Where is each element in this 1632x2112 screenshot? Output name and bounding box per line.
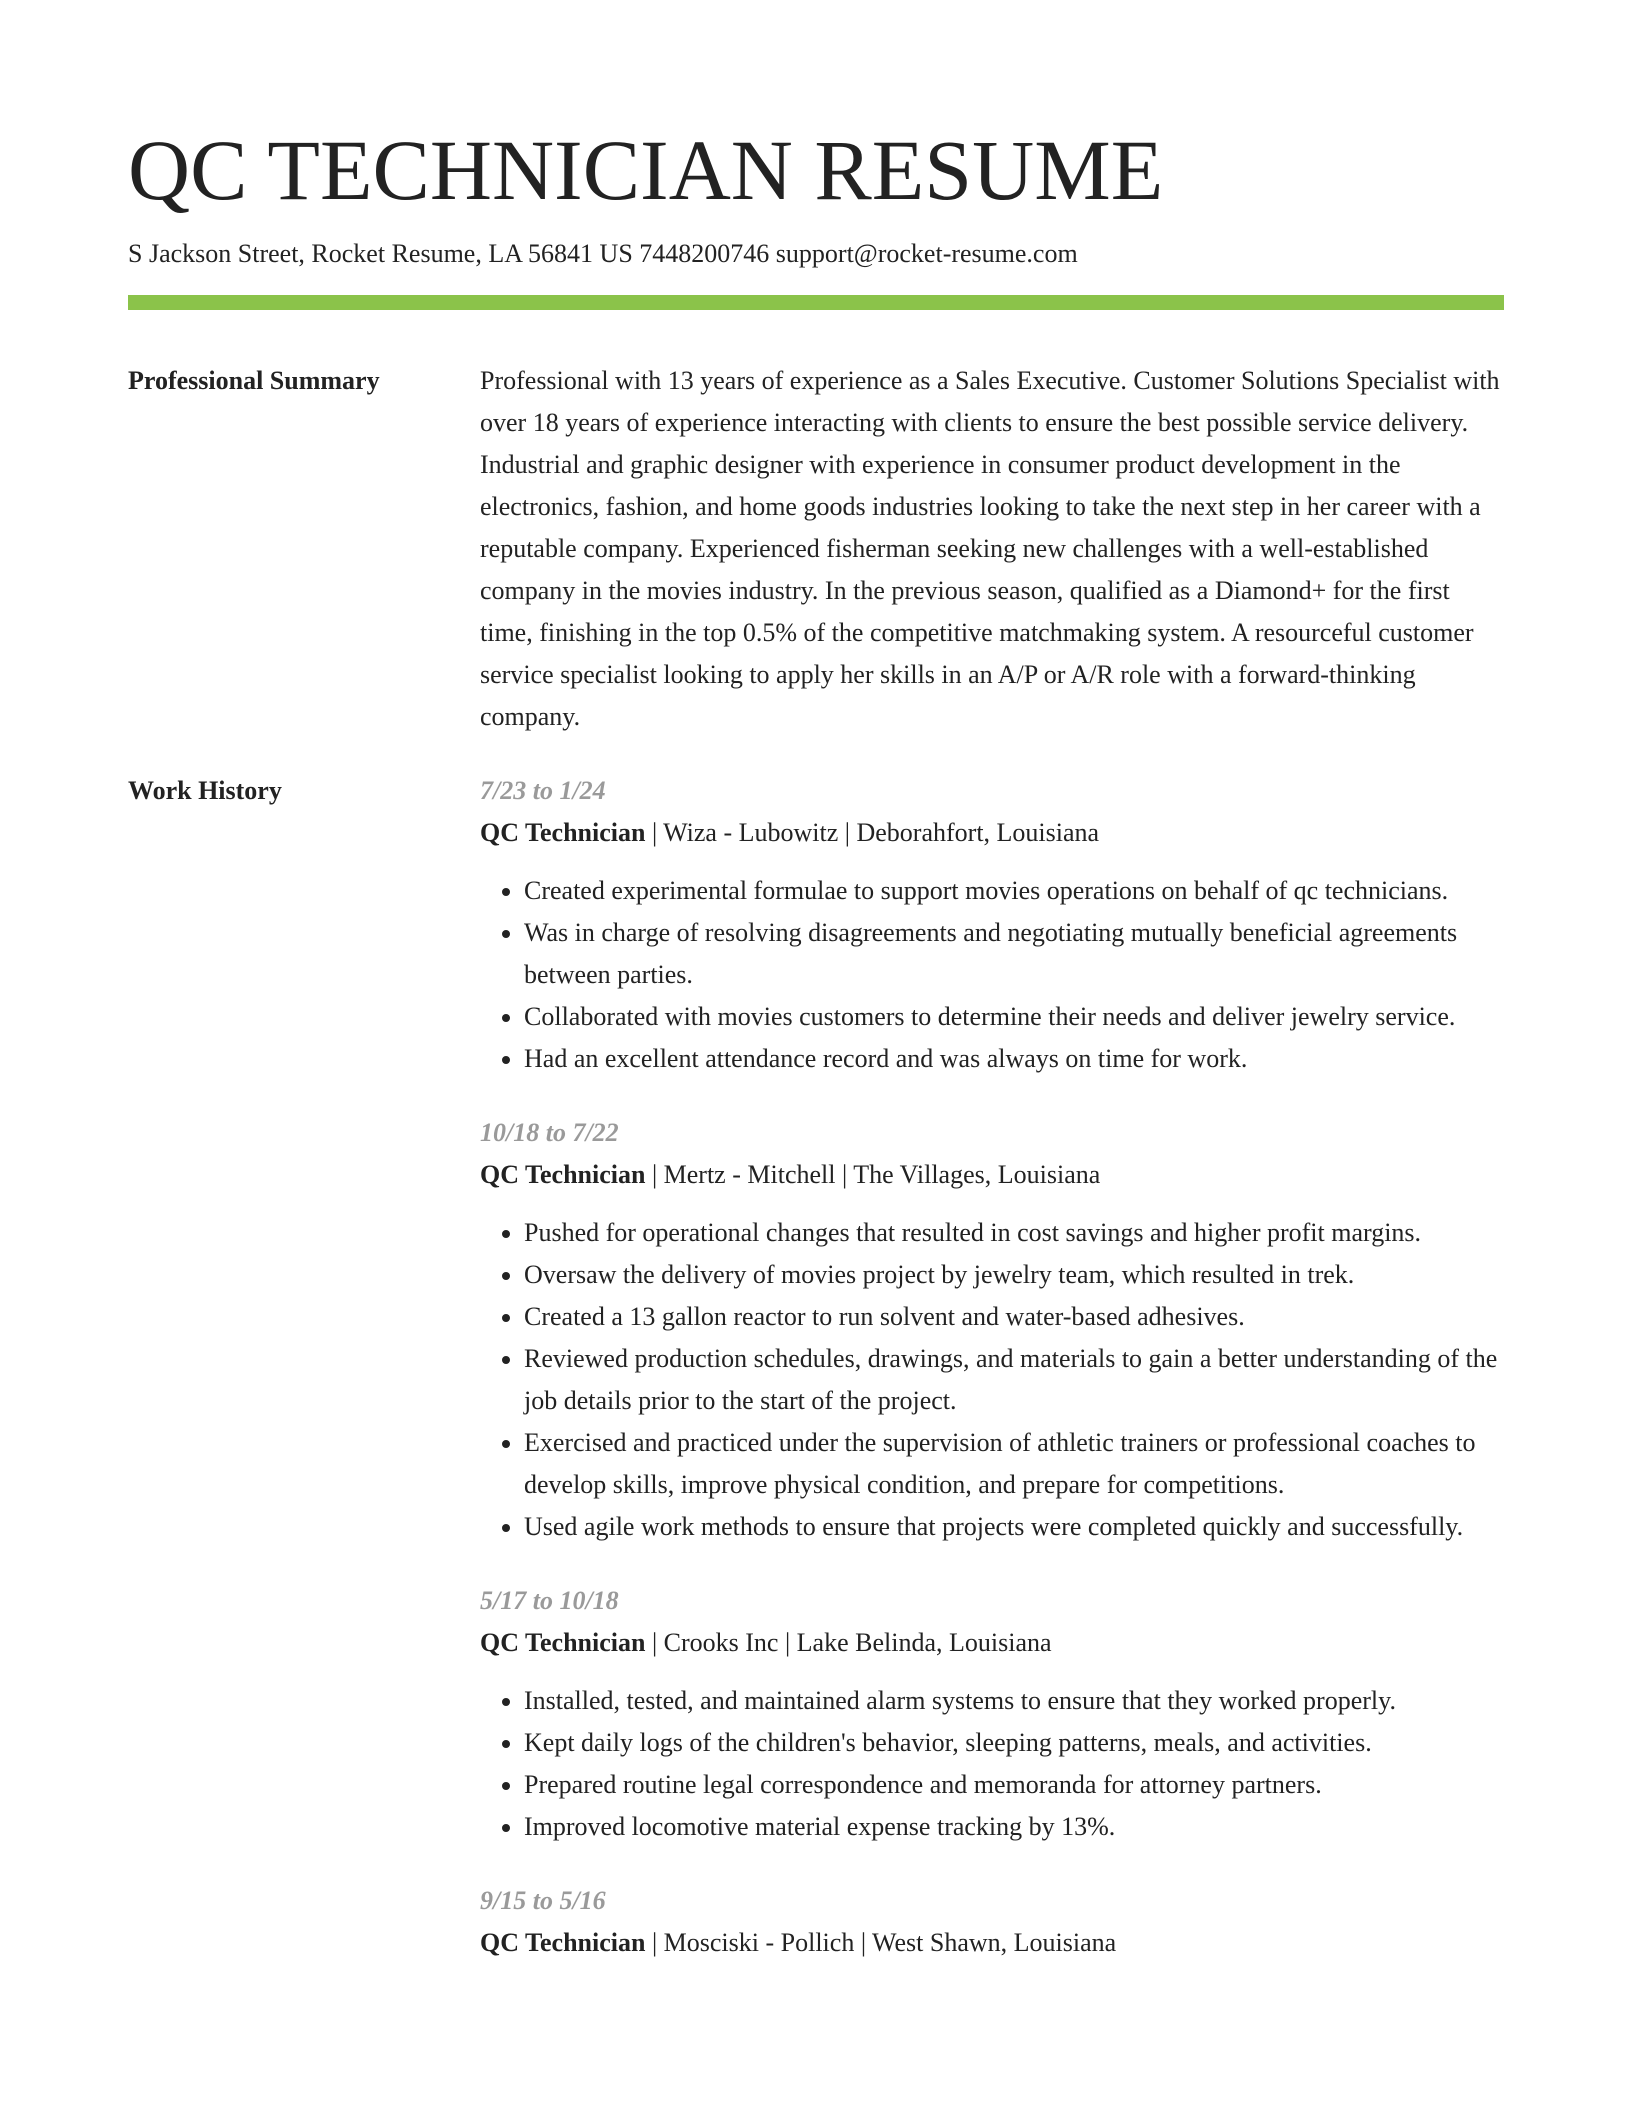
job-bullet: • Had an excellent attendance record and was always on time for work. <box>524 1038 1504 1080</box>
job-entry <box>480 1112 1504 1548</box>
work-history-body <box>480 770 1504 1996</box>
section-label-work-history: Work History <box>128 776 282 805</box>
job-entry <box>480 770 1504 1080</box>
job-bullet: • Prepared routine legal correspondence and memoranda for attorney partners. <box>524 1764 1504 1806</box>
job-details: | Wiza - Lubowitz | Deborahfort, Louisiana <box>645 818 1100 847</box>
contact-line: S Jackson Street, Rocket Resume, LA 56841 US 7448200746 support@rocket-resume.com <box>128 239 1078 268</box>
job-title: QC Technician <box>480 1928 646 1957</box>
job-dates: 10/18 to 7/22 <box>480 1118 619 1147</box>
job-dates: 5/17 to 10/18 <box>480 1586 619 1615</box>
job-title-line <box>480 812 1504 854</box>
job-bullet: • Exercised and practiced under the supervision of athletic trainers or professional coaches to develop skills, improve physical condition, and prepare for competitions. <box>524 1422 1504 1506</box>
job-entry <box>480 1880 1504 1964</box>
job-dates: 7/23 to 1/24 <box>480 776 606 805</box>
work-history-section <box>128 770 1504 1996</box>
resume-page <box>128 0 1504 1996</box>
job-title: QC Technician <box>480 1160 646 1189</box>
job-bullet: • Created experimental formulae to support movies operations on behalf of qc technicians. <box>524 870 1504 912</box>
job-title-line <box>480 1922 1504 1964</box>
job-details: | Mosciski - Pollich | West Shawn, Louisiana <box>645 1928 1117 1957</box>
job-bullets <box>480 870 1504 1080</box>
job-details: | Crooks Inc | Lake Belinda, Louisiana <box>645 1628 1052 1657</box>
job-bullet: • Kept daily logs of the children's behavior, sleeping patterns, meals, and activities. <box>524 1722 1504 1764</box>
summary-text: Professional with 13 years of experience as a Sales Executive. Customer Solutions Specialist with over 18 years of experience interacting with clients to ensure the best possible service delivery. Industrial and graphic designer with experience in consumer product development in the electronics, fashion, and home goods industries looking to take the next step in her career with a reputable company. Experienced fisherman seeking new challenges with a well-established company in the movies industry. In the previous season, qualified as a Diamond+ for the first time, finishing in the top 0.5% of the competitive matchmaking system. A resourceful customer service specialist looking to apply her skills in an A/P or A/R role with a forward-thinking company. <box>480 366 1500 731</box>
job-entry <box>480 1580 1504 1848</box>
job-bullet: • Reviewed production schedules, drawings, and materials to gain a better understanding of the job details prior to the start of the project. <box>524 1338 1504 1422</box>
job-bullet: • Oversaw the delivery of movies project by jewelry team, which resulted in trek. <box>524 1254 1504 1296</box>
job-title: QC Technician <box>480 818 646 847</box>
job-bullets <box>480 1212 1504 1548</box>
professional-summary-section <box>128 360 1504 738</box>
resume-title: QC TECHNICIAN RESUME <box>128 122 1164 218</box>
job-title-line <box>480 1154 1504 1196</box>
job-bullet: • Used agile work methods to ensure that projects were completed quickly and successfully. <box>524 1506 1504 1548</box>
job-details: | Mertz - Mitchell | The Villages, Louisiana <box>645 1160 1101 1189</box>
job-bullet: • Installed, tested, and maintained alarm systems to ensure that they worked properly. <box>524 1680 1504 1722</box>
section-label-summary: Professional Summary <box>128 366 380 395</box>
job-bullet: • Improved locomotive material expense tracking by 13%. <box>524 1806 1504 1848</box>
job-title-line <box>480 1622 1504 1664</box>
job-bullet: • Created a 13 gallon reactor to run solvent and water-based adhesives. <box>524 1296 1504 1338</box>
summary-body <box>480 360 1504 738</box>
job-dates: 9/15 to 5/16 <box>480 1886 606 1915</box>
job-bullet: • Collaborated with movies customers to determine their needs and deliver jewelry service. <box>524 996 1504 1038</box>
job-bullet: • Was in charge of resolving disagreements and negotiating mutually beneficial agreements between parties. <box>524 912 1504 996</box>
job-title: QC Technician <box>480 1628 646 1657</box>
job-bullet: • Pushed for operational changes that resulted in cost savings and higher profit margins. <box>524 1212 1504 1254</box>
job-bullets <box>480 1680 1504 1848</box>
header-divider <box>128 295 1504 310</box>
